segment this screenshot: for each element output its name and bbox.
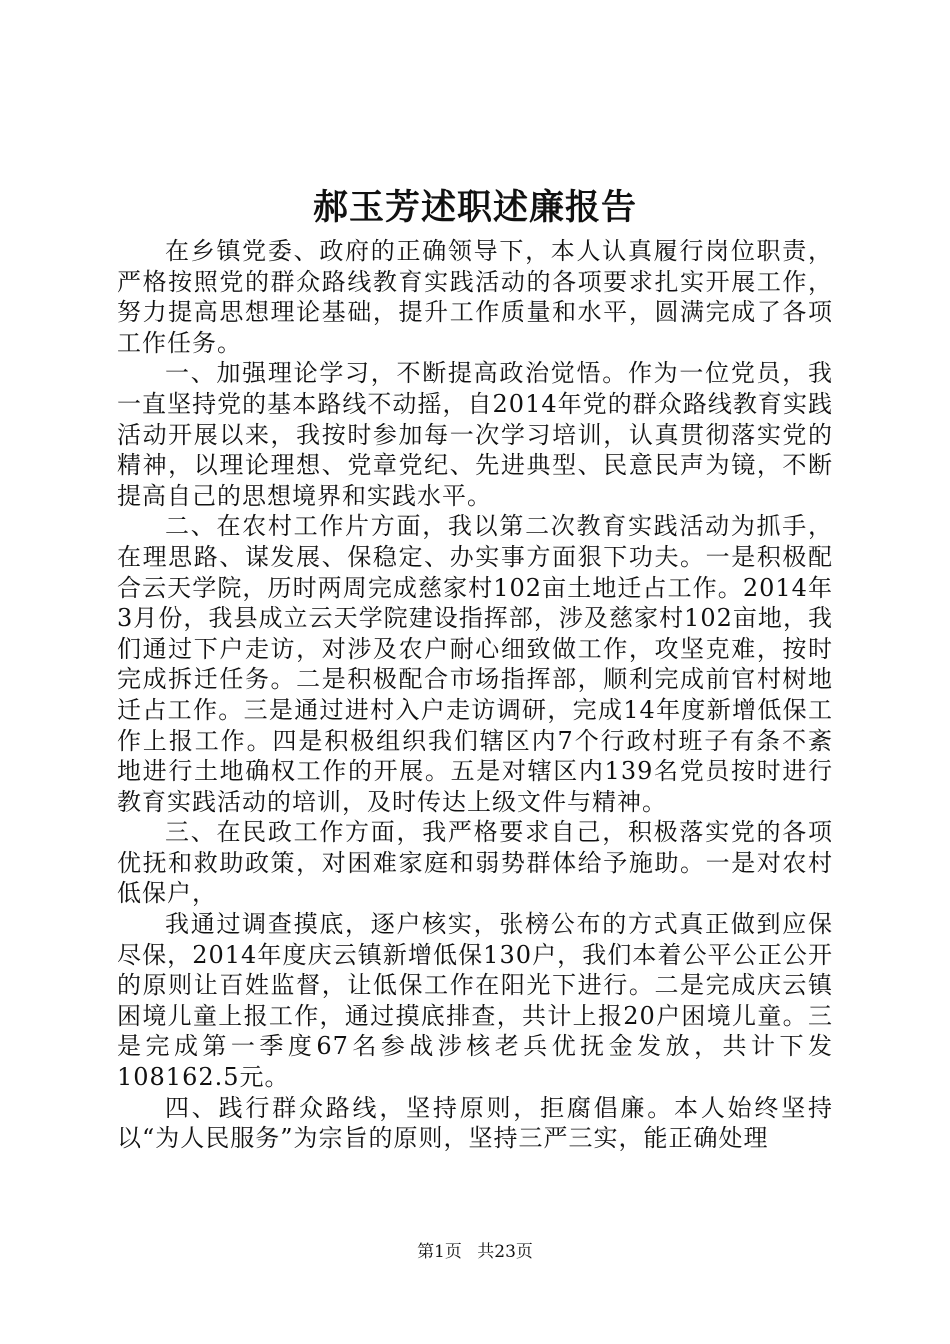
paragraph-section-3-continued: 我通过调查摸底，逐户核实，张榜公布的方式真正做到应保尽保，2014年度庆云镇新增低保130户，我们本着公平公正公开的原则让百姓监督，让低保工作在阳光下进行。二是完成庆云镇困境儿童上报工作，通过摸底排查，共计上报20户困境儿童。三是完成第一季度67名参战涉核老兵优抚金发放，共计下发108162.5元。 xyxy=(117,910,833,1092)
paragraph-section-4: 四、践行群众路线，坚持原则，拒腐倡廉。本人始终坚持以“为人民服务”为宗旨的原则，坚持三严三实，能正确处理 xyxy=(117,1093,833,1153)
paragraph-section-3: 三、在民政工作方面，我严格要求自己，积极落实党的各项优抚和救助政策，对困难家庭和弱势群体给予施助。一是对农村低保户， xyxy=(117,818,833,908)
current-page-number: 第1页 xyxy=(417,1242,462,1262)
paragraph-section-1: 一、加强理论学习，不断提高政治觉悟。作为一位党员，我一直坚持党的基本路线不动摇，自2014年党的群众路线教育实践活动开展以来，我按时参加每一次学习培训，认真贯彻落实党的精神，以理论理想、党章党纪、先进典型、民意民声为镜，不断提高自己的思想境界和实践水平。 xyxy=(117,359,833,510)
document-body xyxy=(117,236,833,1154)
paragraph-intro: 在乡镇党委、政府的正确领导下，本人认真履行岗位职责，严格按照党的群众路线教育实践活动的各项要求扎实开展工作，努力提高思想理论基础，提升工作质量和水平，圆满完成了各项工作任务。 xyxy=(117,237,833,357)
page-footer xyxy=(0,1240,950,1264)
paragraph-section-2: 二、在农村工作片方面，我以第二次教育实践活动为抓手，在理思路、谋发展、保稳定、办实事方面狠下功夫。一是积极配合云天学院，历时两周完成慈家村102亩土地迁占工作。2014年3月份，我县成立云天学院建设指挥部，涉及慈家村102亩地，我们通过下户走访，对涉及农户耐心细致做工作，攻坚克难，按时完成拆迁任务。二是积极配合市场指挥部，顺利完成前官村树地迁占工作。三是通过进村入户走访调研，完成14年度新增低保工作上报工作。四是积极组织我们辖区内7个行政村班子有条不紊地进行土地确权工作的开展。五是对辖区内139名党员按时进行教育实践活动的培训，及时传达上级文件与精神。 xyxy=(117,512,833,816)
total-page-count: 共23页 xyxy=(477,1242,533,1262)
document-title: 郝玉芳述职述廉报告 xyxy=(312,187,637,228)
